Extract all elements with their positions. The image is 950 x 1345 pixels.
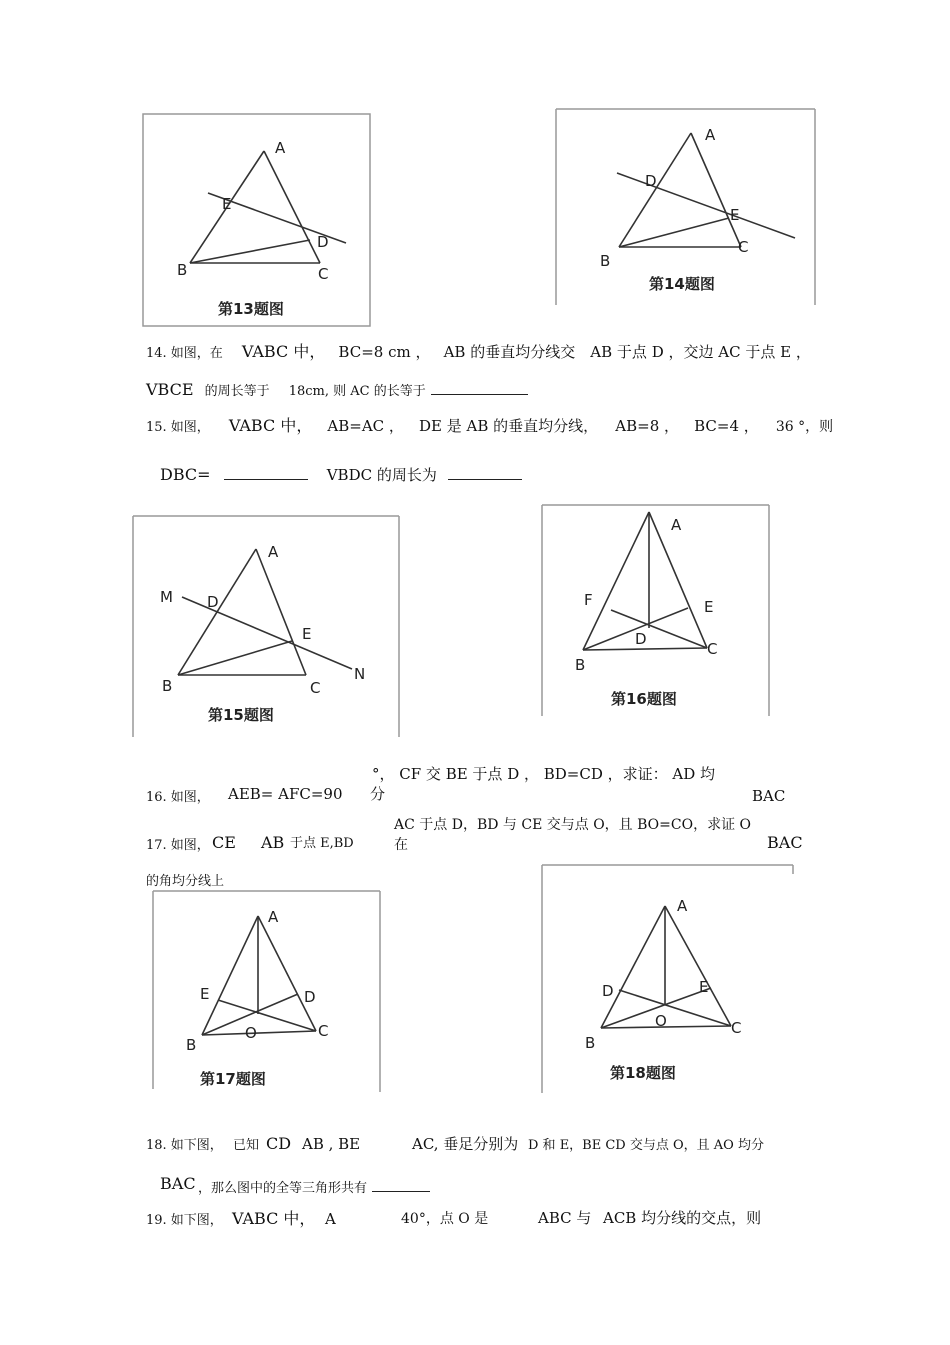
q18-line-2: [198, 1179, 430, 1195]
q15-number: 15. 如图，: [146, 420, 210, 435]
q14-bc-length: BC=8 cm ，: [338, 343, 431, 361]
fig15-label-d: D: [207, 593, 219, 611]
q18-known: 已知: [233, 1138, 260, 1153]
fig17-label-a: A: [268, 908, 279, 926]
fig18-label-o: O: [655, 1012, 667, 1030]
fig18-label-d: D: [602, 982, 614, 1000]
q15-dbc: DBC=: [160, 465, 211, 484]
q14-perimeter: 的周长等于: [204, 384, 270, 399]
figure-18: [541, 864, 797, 1096]
q15-vbdc: VBDC 的周长为: [326, 466, 437, 484]
fig15-caption: 第15题图: [208, 706, 274, 724]
fig13-label-b: B: [177, 261, 188, 279]
fig14-label-d: D: [645, 172, 657, 190]
figure-17: [152, 890, 384, 1095]
q16-fen: 分: [370, 785, 386, 803]
q19-abc: ABC 与: [538, 1209, 592, 1227]
q14-answer-blank[interactable]: [431, 393, 528, 395]
fig16-caption: 第16题图: [611, 690, 677, 708]
q17-line-2: 的角均分线上: [146, 874, 225, 889]
fig16-label-a: A: [671, 516, 682, 534]
fig18-caption: 第18题图: [610, 1064, 676, 1082]
figure-14: [555, 108, 819, 308]
fig15-label-e: E: [302, 625, 312, 643]
q17-ab: AB: [261, 833, 285, 852]
q15-bc: BC=4 ，: [694, 417, 759, 435]
q14-intersections: AB 于点 D ，交边 AC 于点 E ，: [590, 343, 811, 361]
fig18-label-a: A: [677, 897, 688, 915]
fig15-label-m: M: [160, 588, 173, 606]
q16-number: 16. 如图，: [146, 790, 210, 805]
fig16-label-e: E: [704, 598, 714, 616]
question-15-line-1: [146, 418, 833, 434]
q19-number: 19. 如下图，: [146, 1213, 223, 1228]
q15-dbc-blank[interactable]: [224, 478, 308, 480]
q18-ac: AC, 垂足分别为: [412, 1135, 519, 1153]
q18-cd: CD: [266, 1134, 292, 1153]
q17-bac: BAC: [767, 833, 803, 852]
figure-15: [132, 515, 402, 740]
q15-ab: AB=8 ，: [615, 417, 680, 435]
q14-ask: 18cm, 则 AC 的长等于: [288, 384, 426, 399]
fig13-label-a: A: [275, 139, 286, 157]
q14-number: 14. 如图，在: [146, 346, 223, 361]
fig17-label-o: O: [245, 1024, 257, 1042]
q18-bac: BAC: [160, 1174, 196, 1193]
fig17-label-c: C: [318, 1022, 329, 1040]
q17-zai: 在: [394, 837, 408, 853]
q15-de: DE 是 AB 的垂直均分线，: [419, 417, 599, 435]
q18-number: 18. 如下图，: [146, 1138, 223, 1153]
q17-ac-line: AC 于点 D，BD 与 CE 交与点 O，且 BO=CO，求证 O: [394, 817, 751, 833]
q14-vbce: VBCE: [146, 380, 194, 399]
fig17-label-b: B: [186, 1036, 197, 1054]
q15-triangle: VABC 中，: [228, 416, 313, 435]
fig17-caption: 第17题图: [200, 1070, 266, 1088]
figure-16: [541, 504, 773, 719]
fig17-label-d: D: [304, 988, 316, 1006]
question-14-line-1: [146, 344, 811, 360]
fig18-label-e: E: [699, 978, 709, 996]
fig16-label-c: C: [707, 640, 718, 658]
q19-acb: ACB 均分线的交点，则: [603, 1209, 762, 1227]
q18-answer-blank[interactable]: [372, 1190, 430, 1192]
q14-bisector: AB 的垂直均分线交: [443, 343, 576, 361]
q17-at-e: 于点 E,BD: [290, 836, 354, 851]
fig16-label-b: B: [575, 656, 586, 674]
fig14-label-a: A: [705, 126, 716, 144]
q17-ce: CE: [212, 833, 236, 852]
q16-angles: AEB= AFC=90: [228, 785, 343, 803]
fig13-caption: 第13题图: [218, 300, 284, 318]
question-15-line-2: [160, 467, 522, 483]
q18-rest: D 和 E，BE CD 交与点 O，且 AO 均分: [528, 1138, 764, 1153]
figure-13: [142, 113, 374, 328]
q15-perimeter-blank[interactable]: [448, 478, 522, 480]
q16-statement: °， CF 交 BE 于点 D ， BD=CD ，求证： AD 均: [372, 765, 716, 783]
fig15-label-a: A: [268, 543, 279, 561]
q19-a: A: [325, 1210, 336, 1228]
fig14-label-c: C: [738, 238, 749, 256]
q15-angle: 36 °，则: [775, 419, 834, 435]
fig16-label-f: F: [584, 591, 593, 609]
fig17-label-e: E: [200, 985, 210, 1003]
q14-triangle: VABC 中，: [241, 342, 326, 361]
q19-triangle: VABC 中，: [232, 1209, 316, 1228]
fig18-label-c: C: [731, 1019, 742, 1037]
fig16-label-d: D: [635, 630, 647, 648]
fig15-label-n: N: [354, 665, 366, 683]
fig18-label-b: B: [585, 1034, 596, 1052]
fig13-label-d: D: [317, 233, 329, 251]
q18-ask: ，那么图中的全等三角形共有: [198, 1181, 368, 1196]
fig15-label-c: C: [310, 679, 321, 697]
q16-bac: BAC: [752, 787, 786, 805]
q17-number: 17. 如图，: [146, 838, 210, 853]
fig14-label-b: B: [600, 252, 611, 270]
fig15-label-b: B: [162, 677, 173, 695]
fig13-label-e: E: [222, 195, 232, 213]
fig14-label-e: E: [730, 206, 740, 224]
q19-degree: 40°，点 O 是: [401, 1211, 489, 1227]
fig13-label-c: C: [318, 265, 329, 283]
q18-ab-be: AB , BE: [302, 1135, 361, 1153]
q15-ab-ac: AB=AC ，: [327, 417, 404, 435]
question-14-line-2: [146, 382, 528, 398]
fig14-caption: 第14题图: [649, 275, 715, 293]
